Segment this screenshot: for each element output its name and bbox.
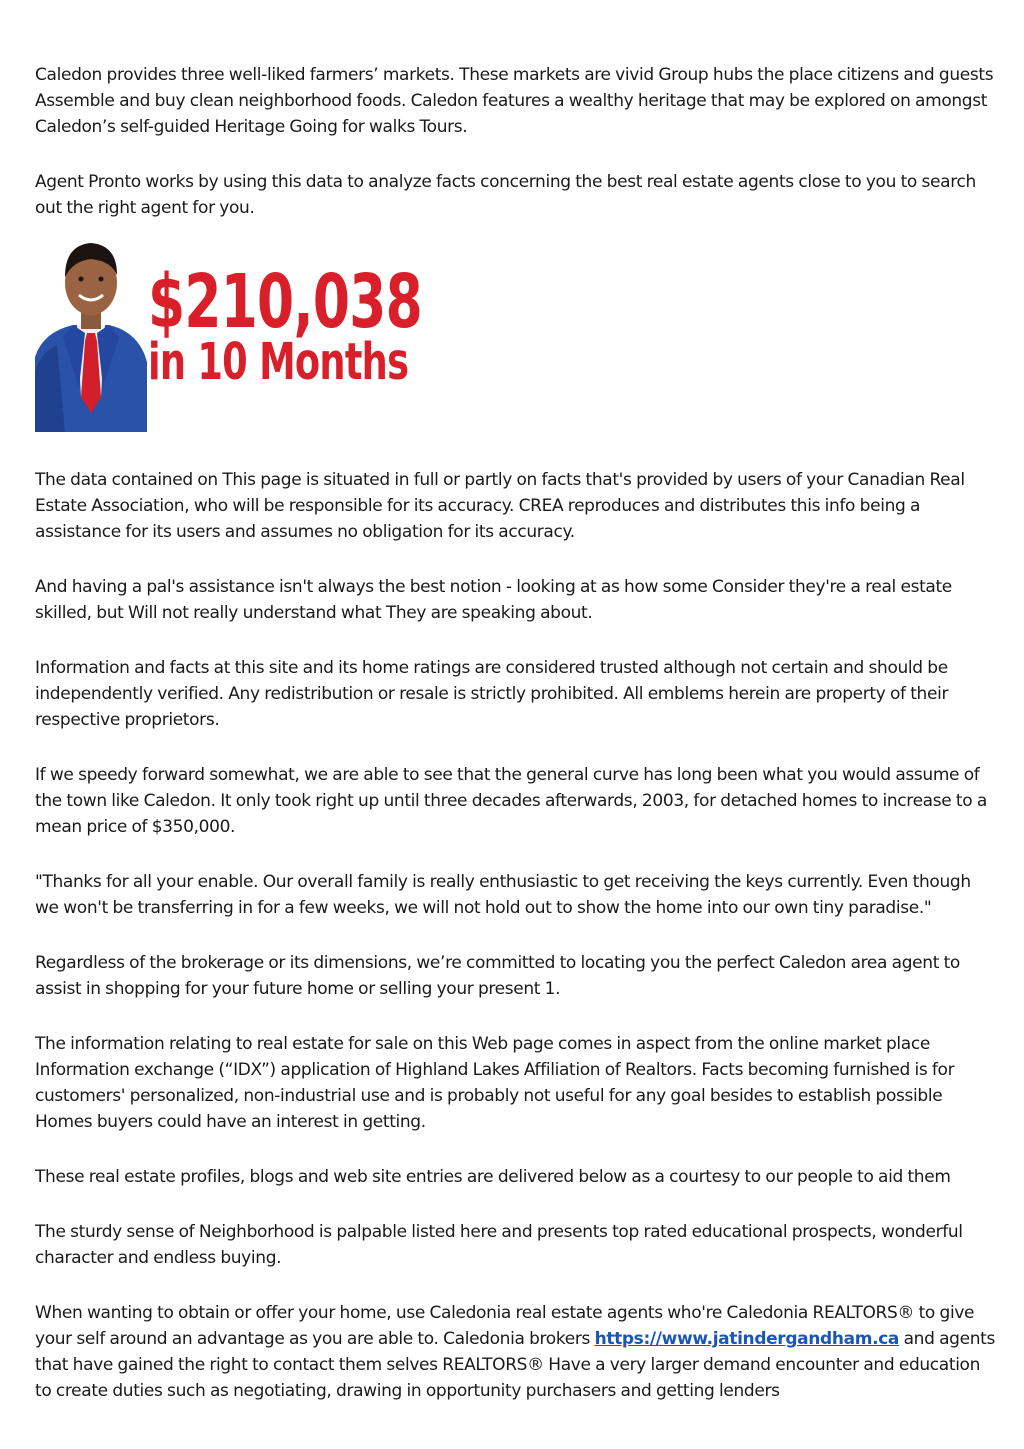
paragraph-brokerage: Regardless of the brokerage or its dimensions, we’re committed to locating you the perfect Caledon area agent to assist in shopping for your future home or selling your present 1.	[35, 953, 960, 999]
paragraph-realtors-text-before: When wanting to obtain or offer your home, use Caledonia real estate agents who're Caledonia REALTORS® to give your self around an advantage as you are able to. Caledonia brokers	[35, 1303, 975, 1349]
banner-subtitle: in 10 Months	[148, 333, 409, 392]
paragraph-farmers-markets: Caledon provides three well-liked farmers’ markets. These markets are vivid Group hubs the place citizens and guests Assemble and buy clean neighborhood foods. Caledon features a wealthy heritage that may be explored on amongst Caledon’s self-guided Heritage Going for walks Tours.	[35, 65, 994, 137]
banner-amount: $210,038	[148, 259, 422, 345]
article-body	[35, 62, 995, 1404]
agent-website-link[interactable]: https://www.jatindergandham.ca	[594, 1329, 900, 1349]
banner-headline	[148, 259, 422, 392]
promo-banner	[35, 237, 422, 432]
agent-portrait-icon	[35, 237, 147, 432]
paragraph-price-history: If we speedy forward somewhat, we are able to see that the general curve has long been what you would assume of the town like Caledon. It only took right up until three decades afterwards, 2003, for detached homes to increase to a mean price of $350,000.	[35, 765, 987, 837]
paragraph-neighborhood: The sturdy sense of Neighborhood is palpable listed here and presents top rated educational prospects, wonderful character and endless buying.	[35, 1222, 963, 1268]
paragraph-pal-assistance: And having a pal's assistance isn't always the best notion - looking at as how some Consider they're a real estate skilled, but Will not really understand what They are speaking about.	[35, 577, 952, 623]
paragraph-realtors-text-after: and agents that have gained the right to contact them selves REALTORS® Have a very larger demand encounter and education to create duties such as negotiating, drawing in opportunity purchasers and getting lenders	[35, 1329, 995, 1401]
paragraph-idx-disclaimer: The information relating to real estate for sale on this Web page comes in aspect from the online market place Information exchange (“IDX”) application of Highland Lakes Affiliation of Realtors. Facts becoming furnished is for customers' personalized, non-industrial use and is probably not useful for any goal besides to establish possible Homes buyers could have an interest in getting.	[35, 1034, 955, 1132]
paragraph-courtesy: These real estate profiles, blogs and web site entries are delivered below as a courtesy to our people to aid them	[35, 1167, 951, 1187]
paragraph-realtors	[35, 1300, 995, 1404]
paragraph-testimonial: "Thanks for all your enable. Our overall family is really enthusiastic to get receiving the keys currently. Even though we won't be transferring in for a few weeks, we will not hold out to show the home into our own tiny paradise."	[35, 872, 971, 918]
paragraph-crea-disclaimer: The data contained on This page is situated in full or partly on facts that's provided by users of your Canadian Real Estate Association, who will be responsible for its accuracy. CREA reproduces and distributes this info being a assistance for its users and assumes no obligation for its accuracy.	[35, 470, 965, 542]
paragraph-information-disclaimer: Information and facts at this site and its home ratings are considered trusted although not certain and should be independently verified. Any redistribution or resale is strictly prohibited. All emblems herein are property of their respective proprietors.	[35, 658, 949, 730]
paragraph-agent-pronto: Agent Pronto works by using this data to analyze facts concerning the best real estate agents close to you to search out the right agent for you.	[35, 172, 976, 218]
